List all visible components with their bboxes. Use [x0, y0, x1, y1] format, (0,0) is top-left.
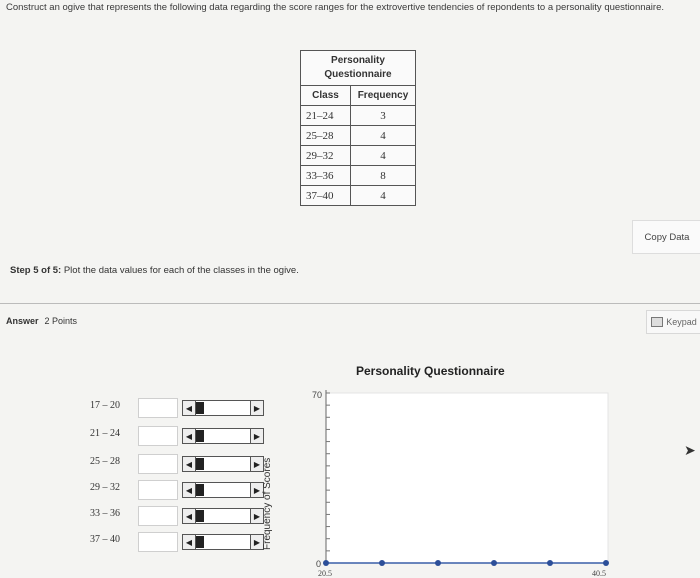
left-arrow-icon[interactable]: ◀ — [183, 535, 196, 549]
frequency-cell: 3 — [351, 106, 416, 126]
left-arrow-icon[interactable]: ◀ — [183, 401, 196, 415]
left-arrow-icon[interactable]: ◀ — [183, 483, 196, 497]
x-tick-label-right: 40.5 — [592, 569, 606, 578]
mouse-cursor-icon: ➤ — [684, 442, 696, 458]
ogive-point[interactable] — [491, 560, 497, 566]
right-arrow-icon[interactable]: ▶ — [250, 429, 263, 443]
plot-row-label: 37 – 40 — [90, 534, 120, 545]
table-caption-line1: Personality — [331, 55, 385, 66]
right-arrow-icon[interactable]: ▶ — [250, 535, 263, 549]
y-axis-label: Frequency of Scores — [262, 457, 273, 550]
y-tick-label-bottom: 0 — [316, 559, 322, 569]
class-cell: 29–32 — [301, 146, 351, 166]
answer-label: Answer — [6, 316, 39, 326]
right-arrow-icon[interactable]: ▶ — [250, 509, 263, 523]
frequency-cell: 4 — [351, 126, 416, 146]
question-prompt: Construct an ogive that represents the following data regarding the score ranges for the extrovertive tendencies of repondents to a personality questionnaire. — [6, 2, 665, 13]
class-cell: 21–24 — [301, 106, 351, 126]
table-caption-line2: Questionnaire — [324, 69, 392, 80]
step-number: Step 5 of 5: — [10, 265, 62, 276]
frequency-cell: 4 — [351, 186, 416, 206]
left-arrow-icon[interactable]: ◀ — [183, 457, 196, 471]
plot-area — [326, 393, 608, 563]
plot-row-label: 25 – 28 — [90, 456, 120, 467]
answer-points: 2 Points — [44, 316, 78, 326]
right-arrow-icon[interactable]: ▶ — [250, 457, 263, 471]
y-tick-label-top: 70 — [312, 390, 323, 400]
class-cell: 37–40 — [301, 186, 351, 206]
plot-row-label: 21 – 24 — [90, 428, 120, 439]
ogive-point[interactable] — [547, 560, 553, 566]
class-cell: 25–28 — [301, 126, 351, 146]
x-tick-label-left: 20.5 — [318, 569, 332, 578]
keypad-label: Keypad — [666, 317, 697, 327]
header-frequency: Frequency — [351, 86, 416, 106]
ogive-point[interactable] — [435, 560, 441, 566]
header-class: Class — [301, 86, 351, 106]
ogive-point[interactable] — [379, 560, 385, 566]
step-text: Plot the data values for each of the classes in the ogive. — [61, 265, 299, 276]
plot-row-label: 29 – 32 — [90, 482, 120, 493]
chart-title: Personality Questionnaire — [356, 364, 505, 378]
plot-row-label: 33 – 36 — [90, 508, 120, 519]
copy-data-button[interactable]: Copy Data — [632, 220, 700, 254]
right-arrow-icon[interactable]: ▶ — [250, 483, 263, 497]
ogive-point[interactable] — [603, 560, 609, 566]
frequency-cell: 8 — [351, 166, 416, 186]
left-arrow-icon[interactable]: ◀ — [183, 509, 196, 523]
right-arrow-icon[interactable]: ▶ — [250, 401, 263, 415]
ogive-point[interactable] — [323, 560, 329, 566]
frequency-cell: 4 — [351, 146, 416, 166]
class-cell: 33–36 — [301, 166, 351, 186]
left-arrow-icon[interactable]: ◀ — [183, 429, 196, 443]
plot-row-label: 17 – 20 — [90, 400, 120, 411]
